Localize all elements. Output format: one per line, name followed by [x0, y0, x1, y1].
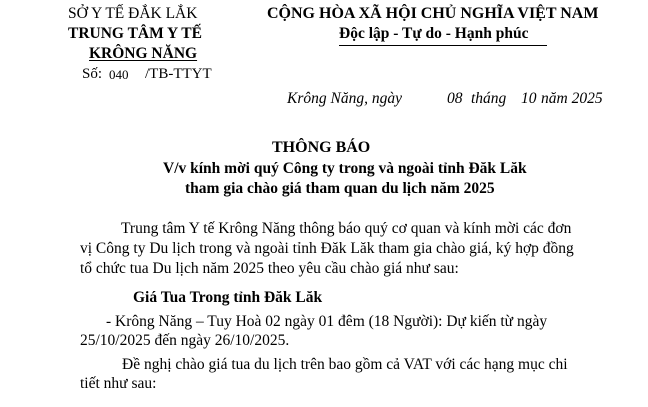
- intro-paragraph-line2: vị Công ty Du lịch trong và ngoài tỉnh Đăk Lăk tham gia chào giá, ký hợp đồng: [80, 240, 574, 257]
- motto-underline: [339, 45, 547, 46]
- tour-item-line2: 25/10/2025 đến ngày 26/10/2025.: [80, 332, 290, 349]
- intro-paragraph-line3: tổ chức tua Du lịch năm 2025 theo yêu cầu chào giá như sau:: [80, 260, 459, 277]
- document-subject-line2: tham gia chào giá tham quan du lịch năm 2025: [185, 180, 495, 197]
- request-paragraph-line1: Đề nghị chào giá tua du lịch trên bao gồm cả VAT với các hạng mục chi: [122, 356, 568, 373]
- date-year: năm 2025: [541, 90, 603, 107]
- intro-paragraph-line1: Trung tâm Y tế Krông Năng thông báo quý cơ quan và kính mời các đơn: [121, 220, 572, 237]
- document-subject-line1: V/v kính mời quý Công ty trong và ngoài tỉnh Đăk Lăk: [163, 160, 527, 177]
- section-heading: Giá Tua Trong tỉnh Đăk Lăk: [133, 289, 323, 306]
- parent-agency: SỞ Y TẾ ĐẮK LẮK: [68, 5, 198, 22]
- tour-item-line1: - Krông Năng – Tuy Hoà 02 ngày 01 đêm (18 Người): Dự kiến từ ngày: [106, 313, 548, 330]
- date-month: 10: [521, 90, 537, 107]
- doc-number-suffix: /TB-TTYT: [145, 66, 212, 82]
- date-day: 08: [447, 90, 463, 107]
- national-motto: Độc lập - Tự do - Hạnh phúc: [339, 25, 529, 42]
- doc-number-value: 040: [109, 67, 129, 82]
- document-title: THÔNG BÁO: [272, 139, 371, 156]
- national-title: CỘNG HÒA XÃ HỘI CHỦ NGHĨA VIỆT NAM: [267, 5, 599, 22]
- request-paragraph-line2: tiết như sau:: [80, 375, 157, 392]
- issuing-agency-line2: KRÔNG NĂNG: [89, 45, 198, 62]
- issuing-agency-line1: TRUNG TÂM Y TẾ: [68, 25, 202, 42]
- date-place: Krông Năng, ngày: [287, 90, 402, 107]
- date-month-label: tháng: [471, 90, 507, 107]
- doc-number-label: Số:: [82, 66, 103, 82]
